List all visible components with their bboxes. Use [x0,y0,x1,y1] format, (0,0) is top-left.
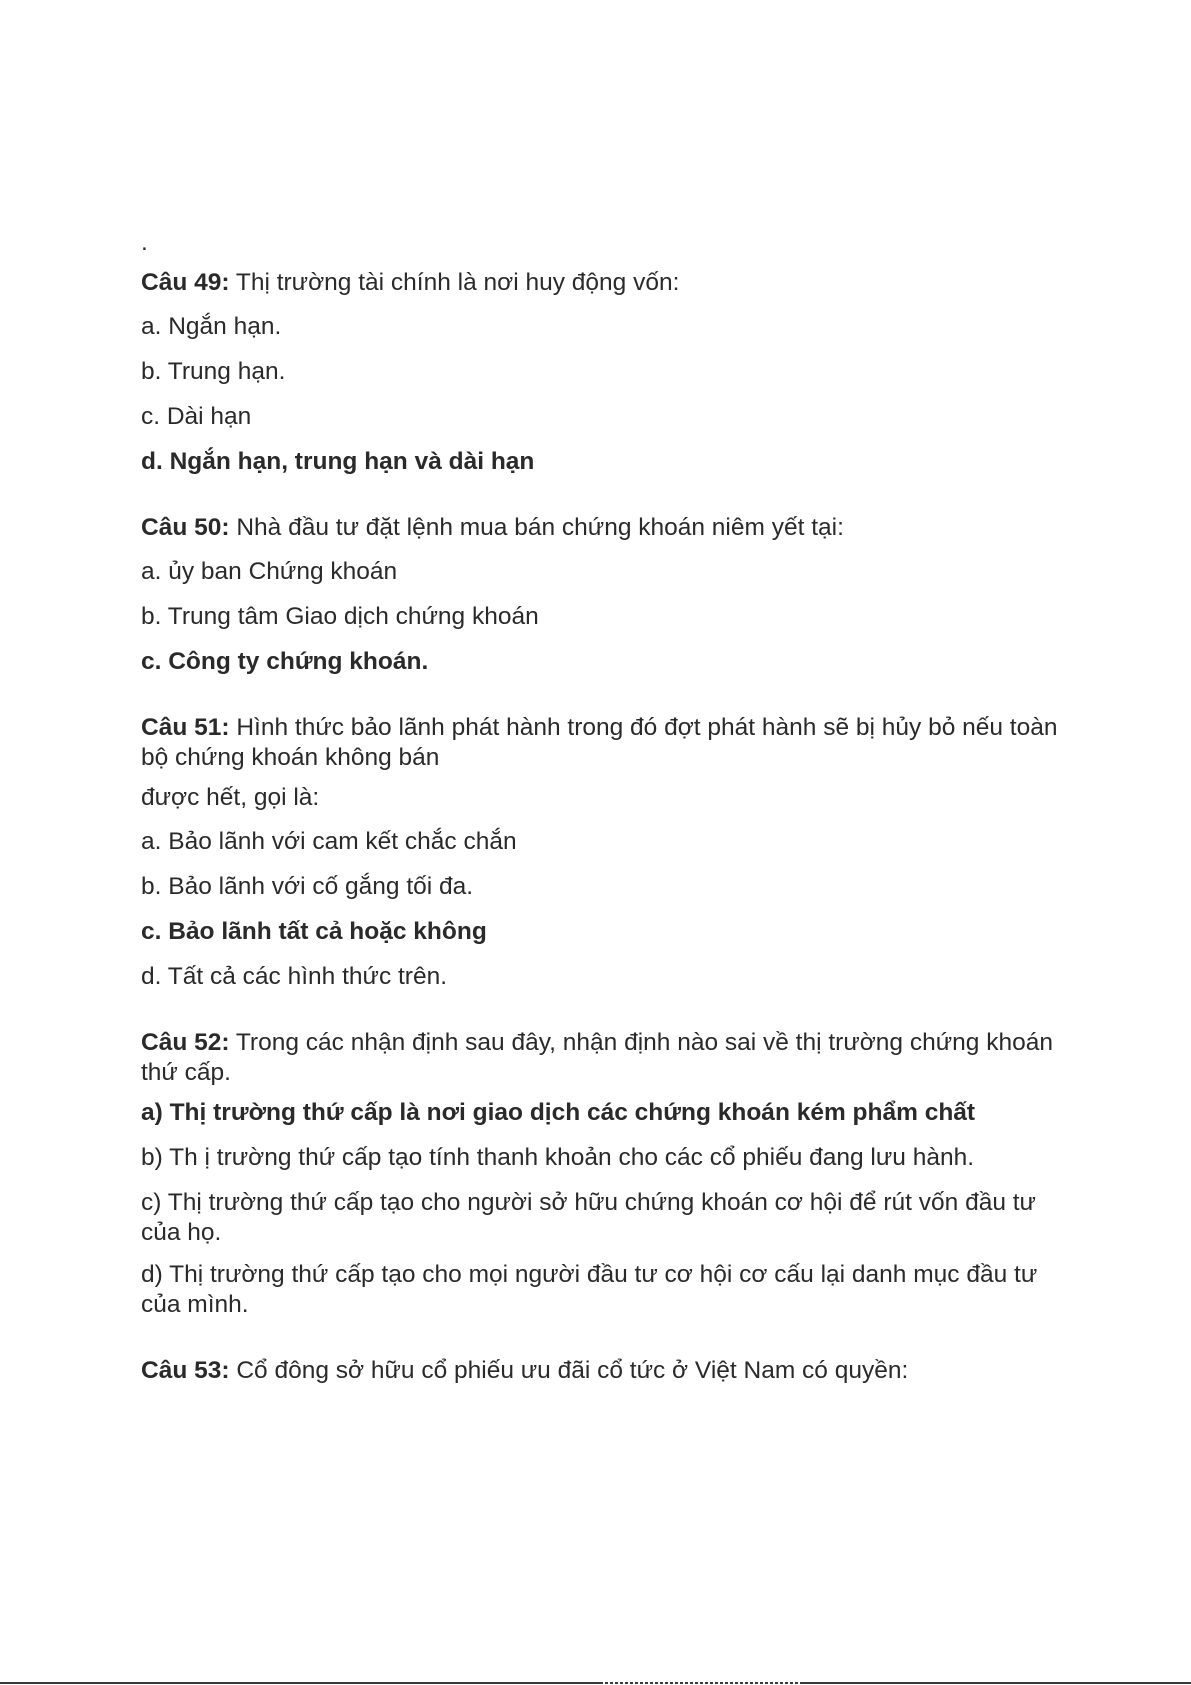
answer-option: a. ủy ban Chứng khoán [141,558,398,585]
question-text: Cổ đông sở hữu cổ phiếu ưu đãi cổ tức ở Việt Nam có quyền: [229,1357,909,1384]
question-51 [141,713,1071,992]
correct-answer-option: a) Thị trường thứ cấp là nơi giao dịch các chứng khoán kém phẩm chất [141,1099,976,1126]
question-50 [141,513,1071,677]
answer-option: b) Th ị trường thứ cấp tạo tính thanh khoản cho các cổ phiếu đang lưu hành. [141,1144,975,1171]
answer-option: a. Bảo lãnh với cam kết chắc chắn [141,828,517,855]
question-heading [141,1028,1071,1088]
question-label: Câu 52: [141,1029,230,1056]
correct-answer-option: c. Bảo lãnh tất cả hoặc không [141,918,487,945]
answer-option: d) Thị trường thứ cấp tạo cho mọi người đầu tư cơ hội cơ cấu lại danh mục đầu tư của mình. [141,1261,1038,1318]
question-49 [141,268,1071,477]
answer-option: c) Thị trường thứ cấp tạo cho người sở hữu chứng khoán cơ hội để rút vốn đầu tư của họ. [141,1189,1036,1246]
question-label: Câu 53: [141,1357,230,1384]
question-52 [141,1028,1071,1320]
correct-answer-option: c. Công ty chứng khoán. [141,648,429,675]
document-content [141,230,1071,1422]
question-label: Câu 51: [141,714,230,741]
page-bottom-rule-dashed [600,1682,800,1684]
answer-option: b. Trung tâm Giao dịch chứng khoán [141,603,539,630]
answer-option: d. Tất cả các hình thức trên. [141,963,448,990]
correct-answer-option: d. Ngắn hạn, trung hạn và dài hạn [141,448,535,475]
question-heading [141,513,1071,543]
question-label: Câu 49: [141,269,230,296]
question-text: Hình thức bảo lãnh phát hành trong đó đợt phát hành sẽ bị hủy bỏ nếu toàn bộ chứng khoán không bán [141,714,1058,771]
question-53 [141,1356,1071,1386]
question-label: Câu 50: [141,514,230,541]
question-heading [141,1356,1071,1386]
answer-option: b. Bảo lãnh với cố gắng tối đa. [141,873,474,900]
question-heading [141,713,1071,773]
question-text: Thị trường tài chính là nơi huy động vốn: [229,269,680,296]
leading-mark: . [141,229,148,256]
answer-option: b. Trung hạn. [141,358,286,385]
question-continuation: được hết, gọi là: [141,784,320,811]
page-bottom-rule [0,1682,1191,1684]
question-heading [141,268,1071,298]
question-text: Trong các nhận định sau đây, nhận định nào sai về thị trường chứng khoán thứ cấp. [141,1029,1053,1086]
answer-option: c. Dài hạn [141,403,252,430]
answer-option: a. Ngắn hạn. [141,313,282,340]
question-text: Nhà đầu tư đặt lệnh mua bán chứng khoán niêm yết tại: [229,514,844,541]
